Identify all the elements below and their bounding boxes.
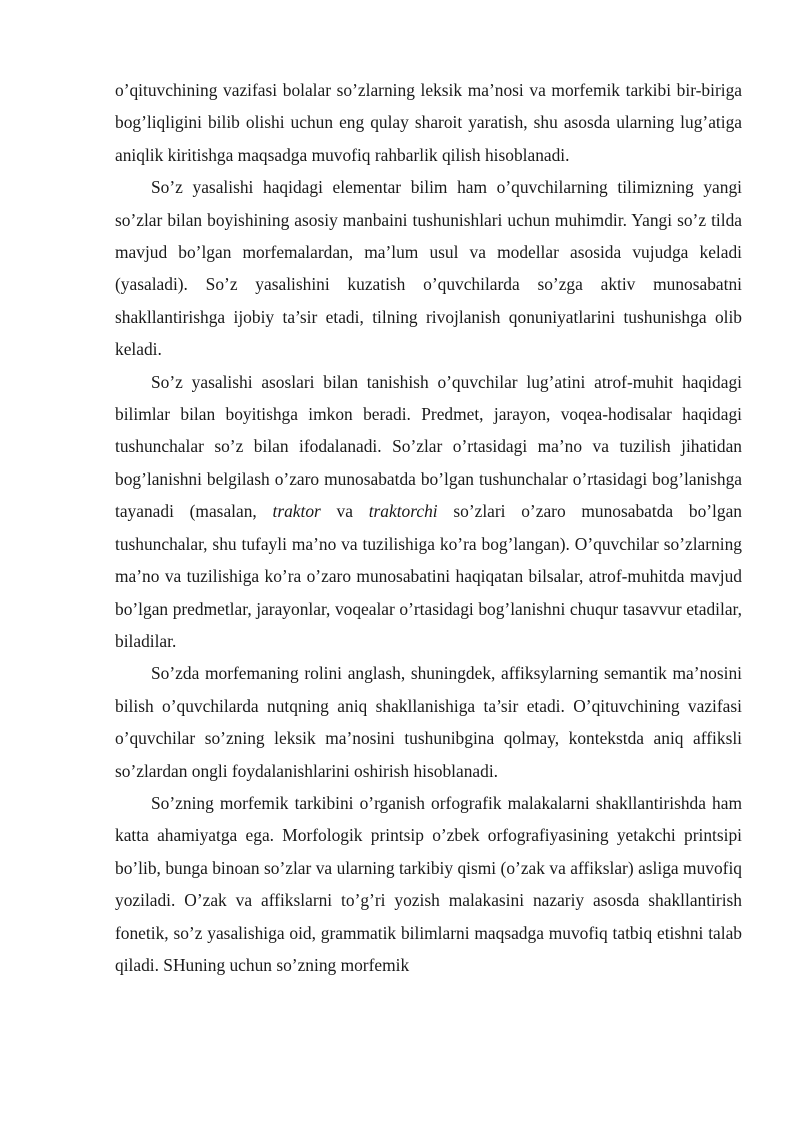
paragraph-3-text-c: so’zlari o’zaro munosabatda bo’lgan tushunchalar, shu tufayli ma’no va tuzilishiga ko’ra bog’langan). O’quvchilar so’zlarning ma’no va tuzilishiga ko’ra o’zaro munosabatini haqiqatan bilsalar, atrof-muhitda mavjud bo’lgan predmetlar, jarayonlar, voqealar o’rtasidagi bog’lanishni chuqur tasavvur etadilar, biladilar. — [115, 501, 742, 651]
paragraph-3-text-a: So’z yasalishi asoslari bilan tanishish o’quvchilar lug’atini atrof-muhit haqidagi bilimlar bilan boyitishga imkon beradi. Predmet, jarayon, voqea-hodisalar haqidagi tushunchalar so’z bilan ifodalanadi. So’zlar o’rtasidagi ma’no va tuzilish jihatidan bog’lanishni belgilash o’zaro munosabatda bo’lgan tushunchalar o’rtasidagi bog’lanishga tayanadi (masalan, — [115, 371, 742, 522]
paragraph-4-text: So’zda morfemaning rolini anglash, shuningdek, affiksylarning semantik ma’nosini bilish o’quvchilarda nutqning aniq shakllanishiga ta’sir etadi. O’qituvchining vazifasi o’quvchilar so’zning leksik ma’nosini tushunibgina qolmay, kontekstda aniq affiksli so’zlardan ongli foydalanishlarini oshirish hisoblanadi. — [115, 663, 742, 781]
paragraph-1-text: o’qituvchining vazifasi bolalar so’zlarning leksik ma’nosi va morfemik tarkibi bir-biriga bog’liqligini bilib olishi uchun eng qulay sharoit yaratish, shu asosda ularning lug’atiga aniqlik kiritishga maqsadga muvofiq rahbarlik qilish hisoblanadi. — [115, 80, 742, 165]
paragraph-4 — [115, 657, 742, 787]
paragraph-1 — [115, 74, 742, 171]
paragraph-5-text: So’zning morfemik tarkibini o’rganish orfografik malakalarni shakllantirishda ham katta ahamiyatga ega. Morfologik printsip o’zbek orfografiyasining yetakchi printsipi bo’lib, bunga binoan so’zlar va ularning tarkibiy qismi (o’zak va affikslar) asliga muvofiq yoziladi. O’zak va affikslarni to’g’ri yozish malakasini nazariy asosda shakllantirish fonetik, so’z yasalishiga oid, grammatik bilimlarni maqsadga muvofiq tatbiq etishni talab qiladi. SHuning uchun so’zning morfemik — [115, 792, 742, 975]
term-traktor: traktor — [272, 501, 321, 522]
paragraph-5 — [115, 787, 742, 981]
paragraph-2-text: So’z yasalishi haqidagi elementar bilim ham o’quvchilarning tilimizning yangi so’zlar bilan boyishining asosiy manbaini tushunishlari uchun muhimdir. Yangi so’z tilda mavjud bo’lgan morfemalardan, ma’lum usul va modellar asosida vujudga keladi (yasaladi). So’z yasalishini kuzatish o’quvchilarda so’zga aktiv munosabatni shakllantirishga ijobiy ta’sir etadi, tilning rivojlanish qonuniyatlarini tushunishga olib keladi. — [115, 177, 742, 360]
paragraph-2 — [115, 171, 742, 365]
document-page — [115, 74, 742, 981]
paragraph-3-text-b: va — [320, 501, 369, 522]
paragraph-3 — [115, 366, 742, 658]
term-traktorchi: traktorchi — [368, 501, 438, 522]
